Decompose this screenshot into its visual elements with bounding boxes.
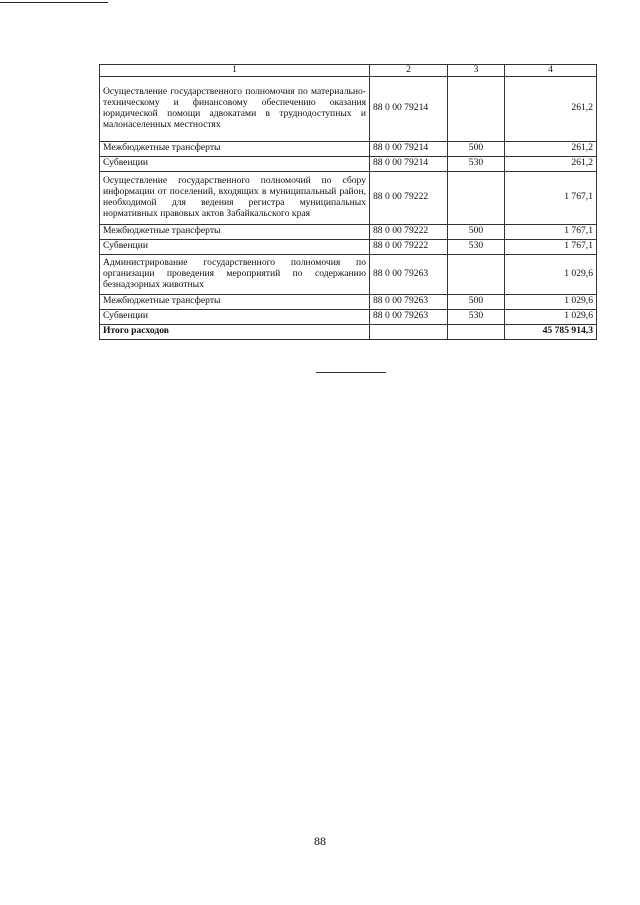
row-amount: 1 029,6	[505, 294, 597, 309]
row-amount: 261,2	[505, 156, 597, 171]
row-amount: 1 767,1	[505, 224, 597, 239]
row-name: Межбюджетные трансферты	[100, 141, 370, 156]
table-header-row	[100, 65, 597, 77]
table-row	[100, 141, 597, 156]
total-code	[370, 324, 448, 339]
row-name: Субвенции	[100, 156, 370, 171]
row-code: 88 0 00 79222	[370, 224, 448, 239]
row-code: 88 0 00 79222	[370, 171, 448, 224]
row-type	[448, 254, 505, 294]
column-number-1: 1	[100, 65, 370, 77]
table-row	[100, 156, 597, 171]
total-amount: 45 785 914,3	[505, 324, 597, 339]
row-name: Осуществление государственного полномочий по сбору информации от поселений, входящих в муниципальный район, необходимой для ведения регистра муниципальных нормативных правовых актов Забайкальского края	[100, 171, 370, 224]
row-type	[448, 171, 505, 224]
table-row	[100, 171, 597, 224]
row-code: 88 0 00 79263	[370, 254, 448, 294]
row-amount: 1 767,1	[505, 171, 597, 224]
row-code: 88 0 00 79214	[370, 141, 448, 156]
row-code: 88 0 00 79263	[370, 309, 448, 324]
table-row	[100, 294, 597, 309]
table-row	[100, 239, 597, 254]
row-code: 88 0 00 79214	[370, 76, 448, 141]
row-name: Осуществление государственного полномочия по материально-техническому и финансовому обеспечению оказания юридической помощи адвокатами в труднодоступных и малонаселенных местностях	[100, 76, 370, 141]
top-left-rule	[0, 2, 108, 3]
row-code: 88 0 00 79214	[370, 156, 448, 171]
row-type: 500	[448, 141, 505, 156]
table-row	[100, 254, 597, 294]
row-name: Субвенции	[100, 309, 370, 324]
budget-expenses-table	[99, 64, 597, 340]
total-row	[100, 324, 597, 339]
row-name: Администрирование государственного полномочия по организации проведения мероприятий по содержанию безнадзорных животных	[100, 254, 370, 294]
end-of-table-rule	[316, 372, 386, 373]
column-number-2: 2	[370, 65, 448, 77]
row-amount: 261,2	[505, 76, 597, 141]
row-type: 530	[448, 239, 505, 254]
row-name: Межбюджетные трансферты	[100, 224, 370, 239]
table-row	[100, 224, 597, 239]
row-amount: 1 029,6	[505, 309, 597, 324]
row-name: Субвенции	[100, 239, 370, 254]
row-amount: 261,2	[505, 141, 597, 156]
column-number-4: 4	[505, 65, 597, 77]
page-number: 88	[314, 834, 326, 848]
total-type	[448, 324, 505, 339]
row-amount: 1 029,6	[505, 254, 597, 294]
row-amount: 1 767,1	[505, 239, 597, 254]
table-row	[100, 309, 597, 324]
row-type	[448, 76, 505, 141]
row-type: 500	[448, 294, 505, 309]
row-type: 530	[448, 156, 505, 171]
row-code: 88 0 00 79222	[370, 239, 448, 254]
table-row	[100, 76, 597, 141]
row-type: 500	[448, 224, 505, 239]
row-type: 530	[448, 309, 505, 324]
column-number-3: 3	[448, 65, 505, 77]
row-name: Межбюджетные трансферты	[100, 294, 370, 309]
row-code: 88 0 00 79263	[370, 294, 448, 309]
total-label: Итого расходов	[100, 324, 370, 339]
